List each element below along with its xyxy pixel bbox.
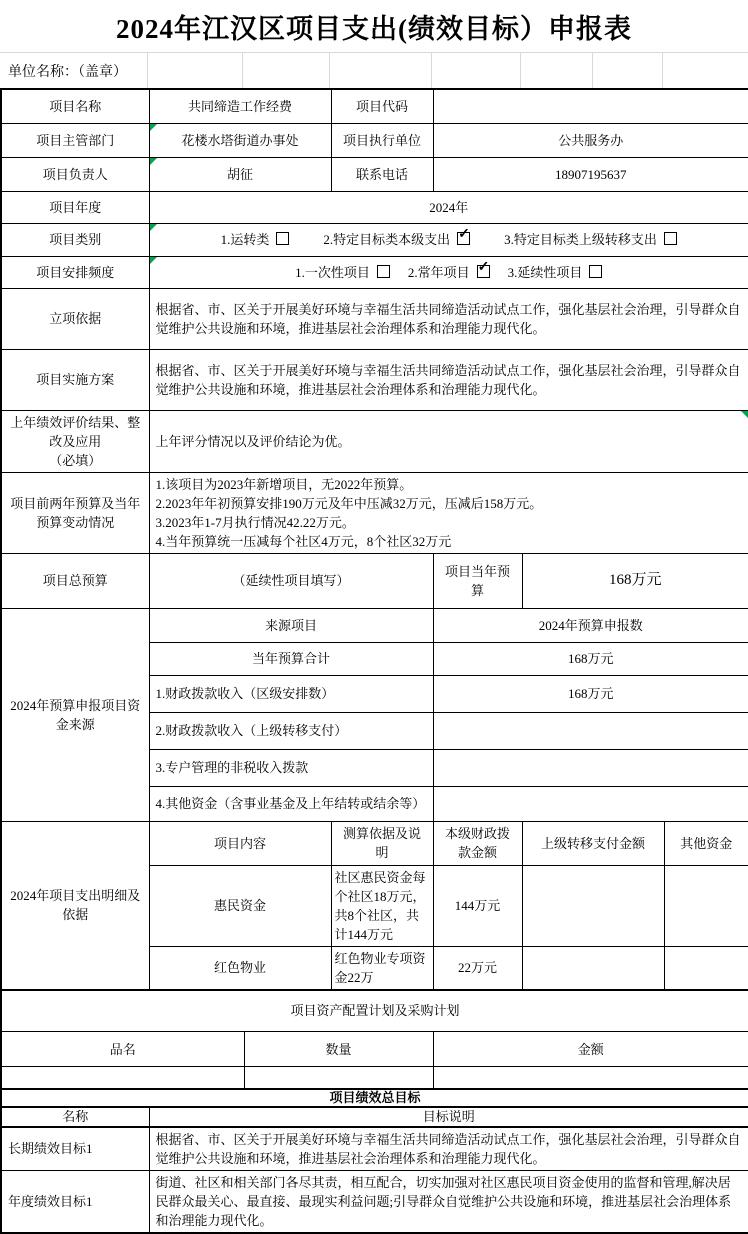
total-budget-note[interactable]: （延续性项目填写） bbox=[149, 553, 433, 608]
grid-cell bbox=[330, 53, 432, 88]
funding-row-1-value[interactable]: 168万元 bbox=[433, 675, 748, 712]
funding-total-label: 当年预算合计 bbox=[149, 642, 433, 675]
asset-row-qty[interactable] bbox=[244, 1067, 433, 1089]
grid-cell bbox=[521, 53, 593, 88]
frequency-option-1-checkbox[interactable] bbox=[377, 265, 390, 278]
budget-history-value[interactable]: 1.该项目为2023年新增项目，无2022年预算。 2.2023年年初预算安排190万元及年中压减32万元，压减后158万元。 3.2023年1-7月执行情况42.22万元。 4.当年预算统一压减每个社区4万元，8个社区32万元 bbox=[149, 472, 748, 553]
unit-name-row bbox=[0, 53, 748, 88]
asset-row-name[interactable] bbox=[1, 1067, 244, 1089]
comment-indicator-icon bbox=[150, 124, 157, 131]
asset-row-amount[interactable] bbox=[433, 1067, 748, 1089]
detail-header-basis: 测算依据及说明 bbox=[331, 821, 433, 865]
detail-header-local: 本级财政拨款金额 bbox=[433, 821, 522, 865]
asset-header-amount: 金额 bbox=[433, 1032, 748, 1067]
funding-row-4-value[interactable] bbox=[433, 786, 748, 821]
detail-row-1-other[interactable] bbox=[664, 865, 748, 946]
long-term-target-label: 长期绩效目标1 bbox=[1, 1127, 149, 1171]
funding-row-4-label: 4.其他资金（含事业基金及上年结转或结余等） bbox=[149, 786, 433, 821]
funding-source-header: 来源项目 bbox=[149, 608, 433, 642]
detail-row-1-basis[interactable]: 社区惠民资金每个社区18万元，共8个社区，共计144万元 bbox=[331, 865, 433, 946]
detail-row-2-local[interactable]: 22万元 bbox=[433, 946, 522, 990]
department-value[interactable]: 花楼水塔街道办事处 bbox=[149, 123, 331, 157]
comment-indicator-icon bbox=[150, 224, 157, 231]
detail-row-2-transfer[interactable] bbox=[522, 946, 664, 990]
detail-row-1-content[interactable]: 惠民资金 bbox=[149, 865, 331, 946]
category-option-2-checkbox[interactable] bbox=[457, 232, 470, 245]
plan-label: 项目实施方案 bbox=[1, 349, 149, 410]
project-name-label: 项目名称 bbox=[1, 89, 149, 123]
funding-row-2-value[interactable] bbox=[433, 712, 748, 749]
long-term-target-desc[interactable]: 根据省、市、区关于开展美好环境与幸福生活共同缔造活动试点工作，强化基层社会治理，引导群众自觉维护公共设施和环境，推进基层社会治理体系和治理能力现代化。 bbox=[149, 1127, 748, 1171]
total-budget-label: 项目总预算 bbox=[1, 553, 149, 608]
department-label: 项目主管部门 bbox=[1, 123, 149, 157]
performance-desc-header: 目标说明 bbox=[149, 1107, 748, 1127]
grid-cell bbox=[432, 53, 521, 88]
grid-cell bbox=[663, 53, 748, 88]
performance-title: 项目绩效总目标 bbox=[1, 1089, 748, 1107]
asset-header-qty: 数量 bbox=[244, 1032, 433, 1067]
phone-label: 联系电话 bbox=[331, 157, 433, 191]
form-title-block bbox=[0, 0, 748, 53]
page-title: 2024年江汉区项目支出(绩效目标）申报表 bbox=[116, 13, 632, 44]
basis-value[interactable]: 根据省、市、区关于开展美好环境与幸福生活共同缔造活动试点工作，强化基层社会治理，引导群众自觉维护公共设施和环境，推进基层社会治理体系和治理能力现代化。 bbox=[149, 288, 748, 349]
comment-indicator-icon bbox=[150, 257, 157, 264]
comment-indicator-icon bbox=[150, 158, 157, 165]
asset-header-name: 品名 bbox=[1, 1032, 244, 1067]
last-year-eval-value[interactable]: 上年评分情况以及评价结论为优。 bbox=[149, 410, 748, 472]
detail-row-2-other[interactable] bbox=[664, 946, 748, 990]
funding-row-1-label: 1.财政拨款收入（区级安排数） bbox=[149, 675, 433, 712]
detail-row-1-local[interactable]: 144万元 bbox=[433, 865, 522, 946]
category-option-3-checkbox[interactable] bbox=[664, 232, 677, 245]
executing-unit-label: 项目执行单位 bbox=[331, 123, 433, 157]
performance-name-header: 名称 bbox=[1, 1107, 149, 1127]
funding-declared-header: 2024年预算申报数 bbox=[433, 608, 748, 642]
phone-value[interactable]: 18907195637 bbox=[433, 157, 748, 191]
comment-indicator-icon bbox=[741, 411, 748, 418]
basis-label: 立项依据 bbox=[1, 288, 149, 349]
frequency-option-3-checkbox[interactable] bbox=[589, 265, 602, 278]
current-year-budget-label: 项目当年预算 bbox=[433, 553, 522, 608]
project-year-label: 项目年度 bbox=[1, 191, 149, 223]
funding-section-label: 2024年预算申报项目资金来源 bbox=[1, 608, 149, 821]
funding-row-2-label: 2.财政拨款收入（上级转移支付） bbox=[149, 712, 433, 749]
detail-header-transfer: 上级转移支付金额 bbox=[522, 821, 664, 865]
budget-history-label: 项目前两年预算及当年预算变动情况 bbox=[1, 472, 149, 553]
current-year-budget-value[interactable]: 168万元 bbox=[522, 553, 748, 608]
detail-header-other: 其他资金 bbox=[664, 821, 748, 865]
category-label: 项目类别 bbox=[1, 223, 149, 256]
project-code-label: 项目代码 bbox=[331, 89, 433, 123]
category-option-1-checkbox[interactable] bbox=[276, 232, 289, 245]
last-year-eval-label: 上年绩效评价结果、整改及应用 （必填） bbox=[1, 410, 149, 472]
frequency-options: 1.一次性项目 2.常年项目 ✓ 3.延续性项目 bbox=[149, 256, 748, 288]
annual-target-desc[interactable]: 街道、社区和相关部门各尽其责，相互配合，切实加强对社区惠民项目资金使用的监督和管理,解决居民群众最关心、最直接、最现实利益问题;引导群众自觉维护公共设施和环境，推进基层社会治理体系和治理能力现代化。 bbox=[149, 1170, 748, 1233]
grid-cell bbox=[243, 53, 330, 88]
project-year-value[interactable]: 2024年 bbox=[149, 191, 748, 223]
funding-row-3-label: 3.专户管理的非税收入拨款 bbox=[149, 749, 433, 786]
plan-value[interactable]: 根据省、市、区关于开展美好环境与幸福生活共同缔造活动试点工作，强化基层社会治理，引导群众自觉维护公共设施和环境，推进基层社会治理体系和治理能力现代化。 bbox=[149, 349, 748, 410]
frequency-option-2-checkbox[interactable] bbox=[477, 265, 490, 278]
leader-value[interactable]: 胡征 bbox=[149, 157, 331, 191]
funding-row-3-value[interactable] bbox=[433, 749, 748, 786]
frequency-label: 项目安排频度 bbox=[1, 256, 149, 288]
detail-row-2-content[interactable]: 红色物业 bbox=[149, 946, 331, 990]
grid-cell bbox=[148, 53, 243, 88]
project-code-value[interactable] bbox=[433, 89, 748, 123]
leader-label: 项目负责人 bbox=[1, 157, 149, 191]
unit-name-label: 单位名称：（盖章） bbox=[0, 53, 148, 88]
declaration-table bbox=[0, 88, 748, 1234]
grid-cell bbox=[593, 53, 663, 88]
annual-target-label: 年度绩效目标1 bbox=[1, 1170, 149, 1233]
funding-total-value[interactable]: 168万元 bbox=[433, 642, 748, 675]
detail-section-label: 2024年项目支出明细及依据 bbox=[1, 821, 149, 990]
executing-unit-value[interactable]: 公共服务办 bbox=[433, 123, 748, 157]
detail-row-2-basis[interactable]: 红色物业专项资金22万 bbox=[331, 946, 433, 990]
asset-plan-title: 项目资产配置计划及采购计划 bbox=[1, 990, 748, 1032]
detail-header-content: 项目内容 bbox=[149, 821, 331, 865]
category-options: 1.运转类 2.特定目标类本级支出 ✓ 3.特定目标类上级转移支出 bbox=[149, 223, 748, 256]
project-name-value[interactable]: 共同缔造工作经费 bbox=[149, 89, 331, 123]
detail-row-1-transfer[interactable] bbox=[522, 865, 664, 946]
